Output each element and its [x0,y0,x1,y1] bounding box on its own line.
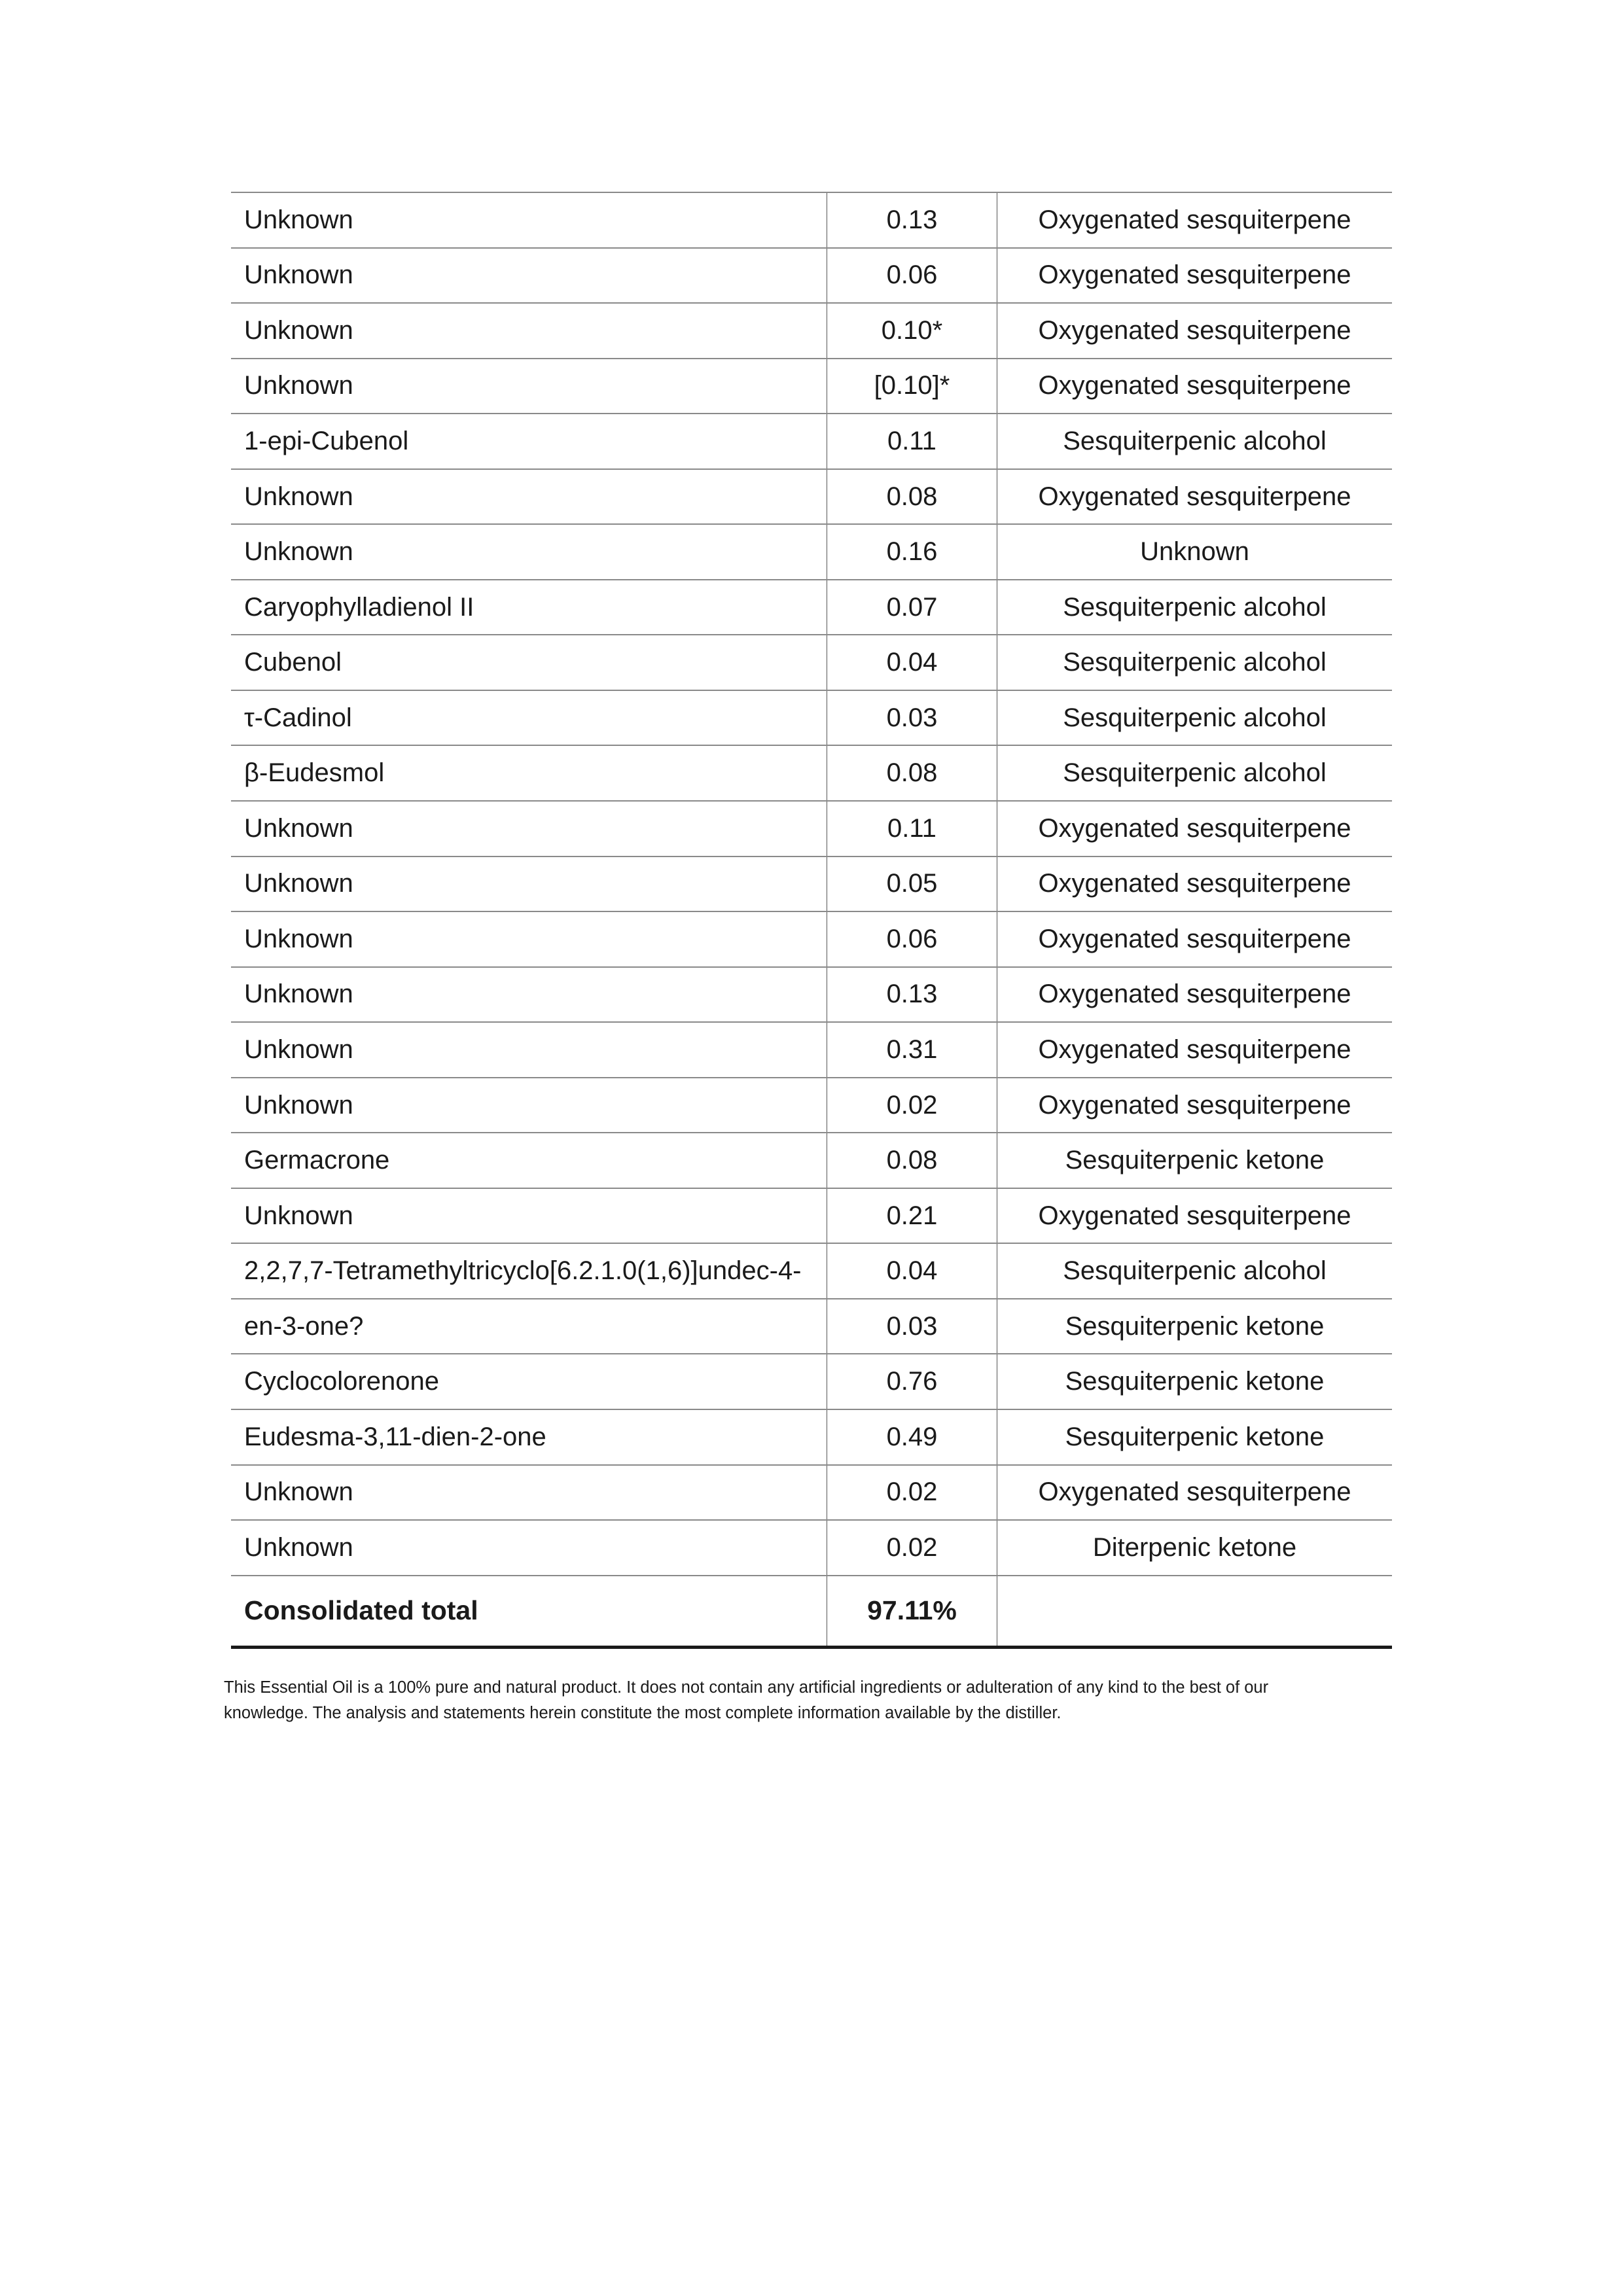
table-row [231,1519,1392,1575]
compound-name: Cubenol [231,635,827,690]
chemical-family: Oxygenated sesquiterpene [1038,1201,1351,1230]
chemical-family: Oxygenated sesquiterpene [1038,1090,1351,1120]
compound-name: Unknown [231,193,827,247]
composition-table [231,192,1392,1649]
table-row [231,413,1392,468]
percent-value: 0.08 [827,746,997,800]
table-row [231,1132,1392,1188]
compound-name: Unknown [231,1466,827,1520]
table-row [231,523,1392,579]
percent-value: 0.03 [827,1299,997,1354]
table-row [231,634,1392,690]
table-row [231,1409,1392,1464]
percent-value: 0.11 [827,414,997,468]
compound-name: Unknown [231,304,827,358]
chemical-family: Sesquiterpenic alcohol [1063,426,1327,455]
total-percent: 97.11% [827,1576,997,1646]
percent-value: 0.21 [827,1189,997,1243]
percent-value: 0.49 [827,1410,997,1464]
table-row [231,302,1392,358]
percent-value: 0.13 [827,968,997,1022]
percent-value: 0.02 [827,1078,997,1133]
chemical-family: Oxygenated sesquiterpene [1038,813,1351,843]
chemical-family: Sesquiterpenic ketone [1065,1146,1325,1175]
compound-name: Caryophylladienol II [231,580,827,635]
compound-name: 2,2,7,7-Tetramethyltricyclo[6.2.1.0(1,6)]undec-4- [231,1244,827,1298]
percent-value: 0.08 [827,470,997,524]
disclaimer-line-1: This Essential Oil is a 100% pure and natural product. It does not contain any artificial ingredients or adulteration of any kind to the best of our [224,1678,1269,1697]
table-row [231,1353,1392,1409]
compound-name: Cyclocolorenone [231,1354,827,1409]
percent-value: 0.13 [827,193,997,247]
chemical-family: Oxygenated sesquiterpene [1038,205,1351,234]
table-row [231,247,1392,303]
compound-name: Germacrone [231,1133,827,1188]
compound-name: Unknown [231,1521,827,1575]
percent-value: 0.76 [827,1354,997,1409]
table-row [231,745,1392,800]
percent-value: 0.03 [827,691,997,745]
total-label: Consolidated total [231,1576,827,1646]
chemical-family: Sesquiterpenic alcohol [1063,648,1327,677]
percent-value: 0.31 [827,1023,997,1077]
chemical-family: Oxygenated sesquiterpene [1038,924,1351,953]
compound-name: τ-Cadinol [231,691,827,745]
chemical-family: Sesquiterpenic ketone [1065,1367,1325,1396]
table-row [231,579,1392,635]
percent-value: 0.04 [827,635,997,690]
percent-value: 0.05 [827,857,997,911]
compound-name: 1-epi-Cubenol [231,414,827,468]
table-row [231,966,1392,1022]
compound-name: Eudesma-3,11-dien-2-one [231,1410,827,1464]
chemical-family: Sesquiterpenic ketone [1065,1422,1325,1451]
percent-value: 0.06 [827,249,997,303]
chemical-family: Oxygenated sesquiterpene [1038,1034,1351,1064]
table-row [231,192,1392,247]
percent-value: 0.08 [827,1133,997,1188]
chemical-family: Oxygenated sesquiterpene [1038,869,1351,898]
table-row [231,1188,1392,1243]
disclaimer [224,1675,1402,1726]
percent-value: 0.10* [827,304,997,358]
table-row [231,468,1392,524]
total-family [997,1576,1392,1646]
compound-name: Unknown [231,359,827,414]
compound-name: Unknown [231,857,827,911]
disclaimer-line-2: knowledge. The analysis and statements herein constitute the most complete information available by the distiller. [224,1704,1061,1722]
compound-name: Unknown [231,1078,827,1133]
table-row [231,856,1392,911]
chemical-family: Unknown [1140,537,1249,567]
compound-name: Unknown [231,470,827,524]
compound-name: Unknown [231,802,827,856]
chemical-family: Sesquiterpenic alcohol [1063,1256,1327,1286]
table-body [231,192,1392,1575]
chemical-family: Oxygenated sesquiterpene [1038,371,1351,400]
table-row [231,358,1392,414]
percent-value: 0.07 [827,580,997,635]
table-row-total [231,1575,1392,1649]
compound-name: Unknown [231,968,827,1022]
compound-name: Unknown [231,1023,827,1077]
compound-name: en-3-one? [231,1299,827,1354]
chemical-family: Sesquiterpenic ketone [1065,1311,1325,1341]
chemical-family: Oxygenated sesquiterpene [1038,482,1351,511]
percent-value: 0.11 [827,802,997,856]
percent-value: 0.04 [827,1244,997,1298]
compound-name: Unknown [231,525,827,579]
table-row [231,800,1392,856]
table-row [231,690,1392,745]
table-row [231,1298,1392,1354]
chemical-family: Sesquiterpenic alcohol [1063,758,1327,788]
table-row [231,1243,1392,1298]
chemical-family: Sesquiterpenic alcohol [1063,592,1327,622]
table-row [231,1021,1392,1077]
chemical-family: Sesquiterpenic alcohol [1063,703,1327,732]
chemical-family: Oxygenated sesquiterpene [1038,315,1351,345]
compound-name: Unknown [231,249,827,303]
compound-name: β-Eudesmol [231,746,827,800]
percent-value: 0.02 [827,1521,997,1575]
chemical-family: Oxygenated sesquiterpene [1038,980,1351,1009]
percent-value: 0.06 [827,912,997,966]
percent-value: 0.02 [827,1466,997,1520]
percent-value: [0.10]* [827,359,997,414]
table-row [231,1077,1392,1133]
compound-name: Unknown [231,1189,827,1243]
chemical-family: Oxygenated sesquiterpene [1038,1477,1351,1507]
compound-name: Unknown [231,912,827,966]
chemical-family: Diterpenic ketone [1092,1532,1297,1562]
percent-value: 0.16 [827,525,997,579]
table-row [231,1464,1392,1520]
chemical-family: Oxygenated sesquiterpene [1038,260,1351,290]
table-row [231,911,1392,966]
